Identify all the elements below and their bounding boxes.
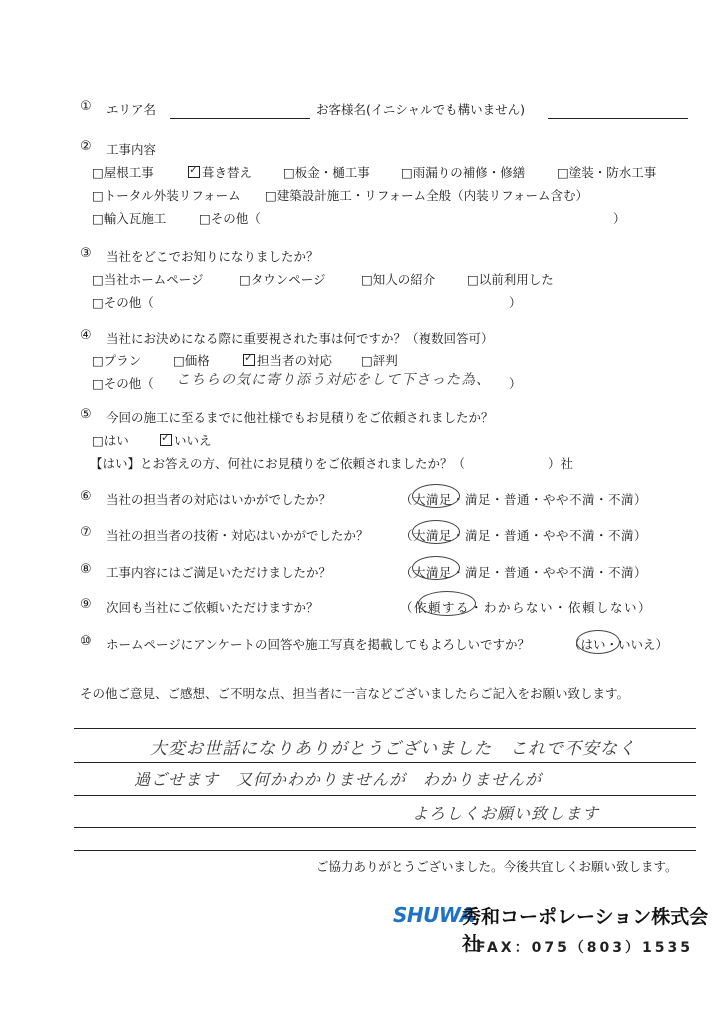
comment-line bbox=[74, 795, 696, 796]
q3-title: 当社をどこでお知りになりましたか？ bbox=[106, 249, 319, 264]
q10-title: ホームページにアンケートの回答や施工写真を掲載してもよろしいですか？ bbox=[106, 637, 531, 652]
option-reroofing[interactable] bbox=[188, 163, 252, 181]
option-staff-response[interactable] bbox=[243, 351, 332, 369]
option-other[interactable]: □その他（ bbox=[199, 211, 261, 226]
option-leak-repair[interactable]: □雨漏りの補修・修繕 bbox=[401, 165, 526, 180]
q7-title: 当社の担当者の技術・対応はいかがでしたか？ bbox=[106, 528, 369, 543]
q2-number: ② bbox=[80, 139, 92, 154]
selection-circle bbox=[412, 556, 460, 580]
fax-number: FAX：075（803）1535 bbox=[476, 940, 693, 956]
q10-number: ⑩ bbox=[80, 634, 92, 649]
other-source-close: ） bbox=[509, 295, 522, 310]
q6-title: 当社の担当者の対応はいかがでしたか？ bbox=[106, 492, 332, 507]
option-exterior-reform[interactable]: □トータル外装リフォーム bbox=[92, 188, 241, 203]
selection-circle bbox=[412, 484, 460, 508]
comment-line bbox=[74, 850, 696, 851]
q6-scale[interactable]: （大満足・満足・普通・やや不満・不満） bbox=[400, 492, 648, 507]
q9-number: ⑨ bbox=[80, 597, 92, 612]
q8-number: ⑧ bbox=[80, 562, 92, 577]
checked-checkbox-icon bbox=[188, 166, 200, 178]
option-plan[interactable]: □プラン bbox=[92, 353, 142, 368]
company-name: 秀和コーポレーション株式会社 bbox=[462, 906, 709, 955]
option-price[interactable]: □価格 bbox=[173, 353, 210, 368]
option-no[interactable] bbox=[160, 431, 212, 449]
q8-scale[interactable]: （大満足・満足・普通・やや不満・不満） bbox=[400, 565, 648, 580]
q1-number: ① bbox=[80, 99, 92, 114]
checked-checkbox-icon bbox=[160, 434, 172, 446]
q9-title: 次回も当社にご依頼いただけますか？ bbox=[106, 600, 319, 615]
q5-followup-end: ）社 bbox=[548, 456, 574, 471]
area-label: エリア名 bbox=[106, 102, 157, 117]
option-staff-response-label: 担当者の対応 bbox=[257, 353, 333, 368]
shuwa-logo: SHUWA bbox=[393, 903, 475, 927]
option-reroofing-label: 葺き替え bbox=[202, 165, 253, 180]
option-yes[interactable]: □はい bbox=[92, 433, 129, 448]
comment-line bbox=[74, 728, 696, 729]
option-referral[interactable]: □知人の紹介 bbox=[361, 272, 436, 287]
comments-prompt: その他ご意見、ご感想、ご不明な点、担当者に一言などございましたらご記入をお願い致します。 bbox=[80, 686, 630, 701]
handwritten-comment-line-3: よろしくお願い致します bbox=[412, 804, 600, 823]
q4-title: 当社にお決めになる際に重要視された事は何ですか？（複数回答可） bbox=[106, 331, 494, 346]
option-other-source[interactable]: □その他（ bbox=[92, 295, 154, 310]
option-imported-tile[interactable]: □輸入瓦施工 bbox=[92, 211, 167, 226]
customer-name-input-line[interactable] bbox=[548, 118, 688, 119]
customer-name-label: お客様名(イニシャルでも構いません) bbox=[316, 102, 526, 117]
selection-circle bbox=[418, 591, 476, 616]
option-no-label: いいえ bbox=[174, 433, 212, 448]
option-previous-use[interactable]: □以前利用した bbox=[467, 272, 554, 287]
comment-line bbox=[74, 762, 696, 763]
handwritten-other-reason: こちらの気に寄り添う対応をして下さった為、 bbox=[176, 372, 491, 388]
comment-line bbox=[74, 827, 696, 828]
q5-number: ⑤ bbox=[80, 407, 92, 422]
thanks-text: ご協力ありがとうございました。今後共宜しくお願い致します。 bbox=[316, 859, 678, 874]
q5-title: 今回の施工に至るまでに他社様でもお見積りをご依頼されましたか？ bbox=[106, 410, 494, 425]
selection-circle bbox=[576, 630, 620, 654]
option-reputation[interactable]: □評判 bbox=[361, 353, 398, 368]
option-other-reason[interactable]: □その他（ bbox=[92, 376, 154, 391]
q3-number: ③ bbox=[80, 246, 92, 261]
q5-followup: 【はい】とお答えの方、何社にお見積りをご依頼されましたか？（ bbox=[90, 456, 466, 471]
other-close-paren: ） bbox=[613, 211, 626, 226]
q4-number: ④ bbox=[80, 328, 92, 343]
area-input-line[interactable] bbox=[170, 118, 310, 119]
option-roof-work[interactable]: □屋根工事 bbox=[92, 165, 154, 180]
option-homepage[interactable]: □当社ホームページ bbox=[92, 272, 204, 287]
other-reason-close: ） bbox=[509, 376, 522, 391]
q8-title: 工事内容にはご満足いただけましたか？ bbox=[106, 565, 332, 580]
q7-scale[interactable]: （大満足・満足・普通・やや不満・不満） bbox=[400, 528, 648, 543]
q10-scale[interactable]: （はい・いいえ） bbox=[568, 637, 669, 652]
selection-circle bbox=[412, 520, 460, 544]
checked-checkbox-icon bbox=[243, 354, 255, 366]
q2-title: 工事内容 bbox=[106, 142, 157, 157]
option-sheet-metal[interactable]: □板金・樋工事 bbox=[283, 165, 370, 180]
q6-number: ⑥ bbox=[80, 489, 92, 504]
handwritten-comment-line-1: 大変お世話になりありがとうございました これで不安なく bbox=[150, 739, 636, 759]
option-painting[interactable]: □塗装・防水工事 bbox=[557, 165, 657, 180]
option-townpage[interactable]: □タウンページ bbox=[239, 272, 326, 287]
handwritten-comment-line-2: 過ごせます 又何かわかりませんが わかりませんが bbox=[134, 770, 543, 789]
q9-scale[interactable]: （依頼する・わからない・依頼しない） bbox=[400, 600, 653, 615]
option-architecture[interactable]: □建築設計施工・リフォーム全般（内装リフォーム含む） bbox=[265, 188, 589, 203]
q7-number: ⑦ bbox=[80, 525, 92, 540]
